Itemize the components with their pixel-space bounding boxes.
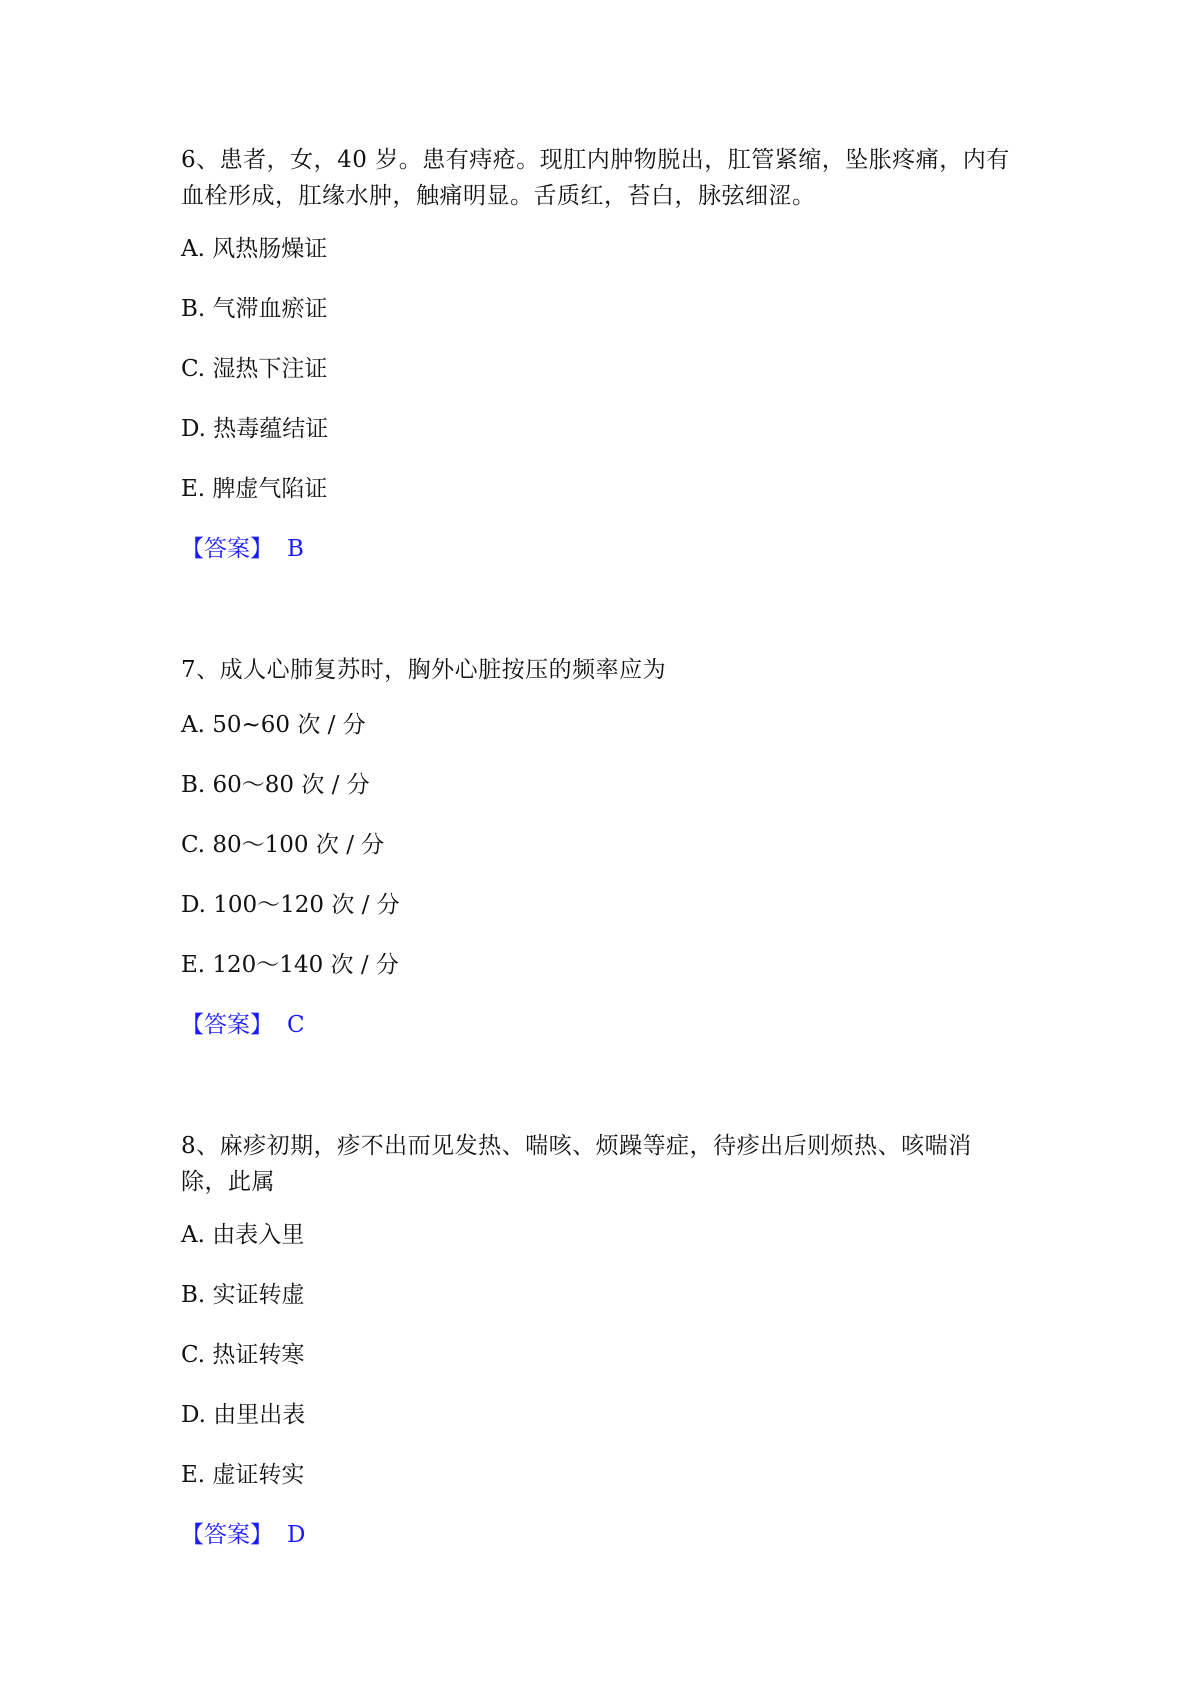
option-d: D. 热毒蕴结证 xyxy=(181,416,329,442)
answer-label: 【答案】 xyxy=(181,536,273,562)
answer-value: C xyxy=(287,1012,305,1038)
option-d: D. 由里出表 xyxy=(181,1402,306,1428)
question-6 xyxy=(181,142,1011,562)
option-a: A. 由表入里 xyxy=(181,1222,305,1248)
question-stem: 8、麻疹初期，疹不出而见发热、喘咳、烦躁等症，待疹出后则烦热、咳喘消除，此属 xyxy=(181,1133,972,1195)
option-b: B. 实证转虚 xyxy=(181,1282,305,1308)
answer-value: B xyxy=(287,536,304,562)
option-c: C. 湿热下注证 xyxy=(181,356,328,382)
option-e: E. 虚证转实 xyxy=(181,1462,305,1488)
question-stem: 7、成人心肺复苏时，胸外心脏按压的频率应为 xyxy=(181,657,667,683)
option-d: D. 100～120 次 / 分 xyxy=(181,892,400,918)
answer xyxy=(181,1010,305,1040)
question-8 xyxy=(181,1128,1011,1548)
answer-label: 【答案】 xyxy=(181,1522,273,1548)
answer-label: 【答案】 xyxy=(181,1012,273,1038)
option-b: B. 气滞血瘀证 xyxy=(181,296,328,322)
answer xyxy=(181,534,304,564)
option-a: A. 风热肠燥证 xyxy=(181,236,328,262)
option-e: E. 120～140 次 / 分 xyxy=(181,952,399,978)
option-c: C. 80～100 次 / 分 xyxy=(181,832,385,858)
option-c: C. 热证转寒 xyxy=(181,1342,305,1368)
answer-value: D xyxy=(287,1522,306,1548)
option-a: A. 50~60 次 / 分 xyxy=(181,712,366,738)
option-e: E. 脾虚气陷证 xyxy=(181,476,328,502)
question-7 xyxy=(181,652,1011,1038)
answer xyxy=(181,1520,305,1550)
question-stem: 6、患者，女，40 岁。患有痔疮。现肛内肿物脱出，肛管紧缩，坠胀疼痛，内有血栓形成，肛缘水肿，触痛明显。舌质红，苔白，脉弦细涩。 xyxy=(181,147,1010,209)
option-b: B. 60～80 次 / 分 xyxy=(181,772,370,798)
